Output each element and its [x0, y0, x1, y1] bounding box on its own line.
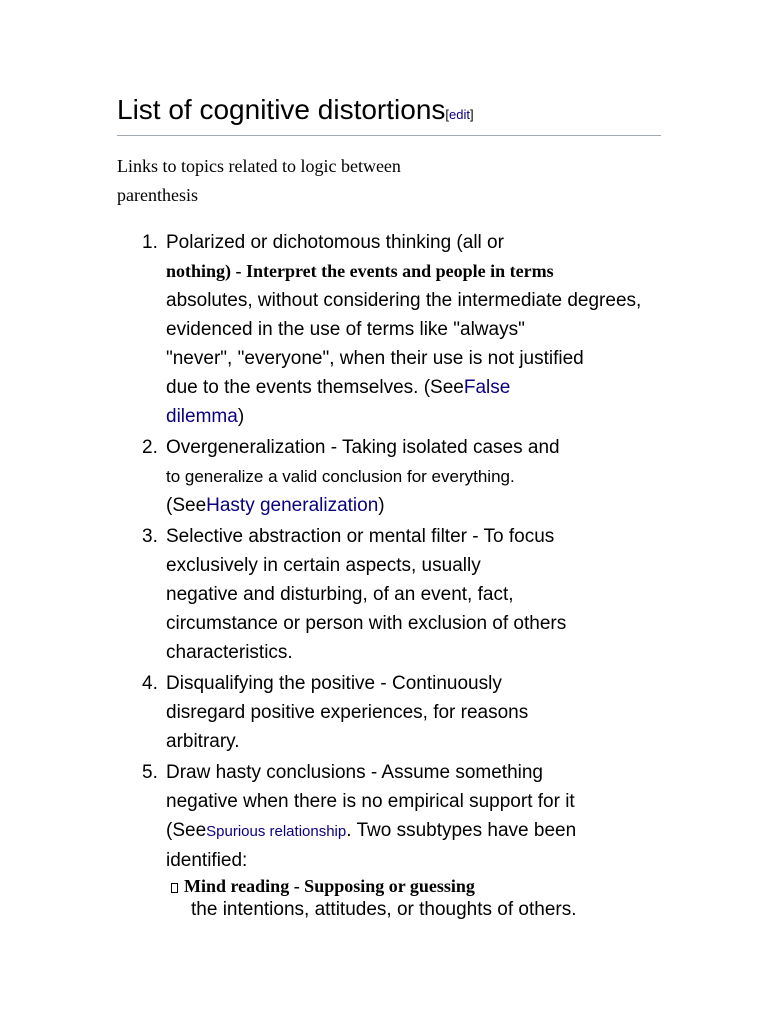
- list-item-1: [117, 228, 677, 431]
- list-number: 5.: [142, 762, 158, 783]
- section-heading: [117, 92, 661, 136]
- list-number: 1.: [142, 232, 158, 253]
- item-line: arbitrary.: [166, 731, 240, 752]
- item-text: ): [237, 406, 245, 427]
- spurious-relationship-link[interactable]: Spurious relationship: [206, 823, 347, 840]
- item-line: nothing) - Interpret the events and people in terms: [166, 261, 554, 281]
- list-number: 4.: [142, 673, 158, 694]
- item-line: exclusively in certain aspects, usually: [166, 555, 481, 576]
- item-line: characteristics.: [166, 642, 293, 663]
- item-line: "never", "everyone", when their use is not justified: [166, 348, 584, 369]
- item-line: circumstance or person with exclusion of others: [166, 613, 567, 634]
- item-line: identified:: [166, 850, 248, 871]
- list-item-2: [117, 433, 677, 520]
- distortions-list: [117, 228, 677, 921]
- item-line: [166, 491, 677, 520]
- list-item-5: [117, 758, 677, 921]
- item-line: disregard positive experiences, for reasons: [166, 702, 529, 723]
- intro-line: parenthesis: [117, 185, 198, 205]
- item-line: Polarized or dichotomous thinking (all or: [166, 232, 504, 253]
- edit-bracket-close: ]: [469, 107, 474, 122]
- item-line: [166, 816, 677, 846]
- false-dilemma-link-cont[interactable]: dilemma: [166, 406, 238, 427]
- list-number: 3.: [142, 526, 158, 547]
- intro-line: Links to topics related to logic between: [117, 156, 401, 176]
- heading-title: List of cognitive distortions: [117, 94, 446, 125]
- item-text: . Two ssubtypes have been: [346, 820, 577, 841]
- sub-item-mind-reading: [171, 875, 677, 898]
- list-number: 2.: [142, 437, 158, 458]
- item-line: evidenced in the use of terms like "always": [166, 319, 525, 340]
- item-line: Draw hasty conclusions - Assume something: [166, 762, 543, 783]
- item-line: [166, 373, 677, 402]
- article-section: [117, 92, 677, 923]
- item-line: negative when there is no empirical support for it: [166, 791, 575, 812]
- sub-item-text: Mind reading - Supposing or guessing: [184, 876, 475, 896]
- sub-item-line: the intentions, attitudes, or thoughts of others.: [191, 899, 577, 920]
- list-item-4: [117, 669, 677, 756]
- item-line: negative and disturbing, of an event, fact,: [166, 584, 514, 605]
- edit-section: [445, 107, 473, 122]
- item-text: due to the events themselves. (See: [166, 377, 464, 398]
- item-line: Overgeneralization - Taking isolated cases and: [166, 437, 560, 458]
- edit-bracket-open: [: [445, 107, 450, 122]
- item-line: Disqualifying the positive - Continuously: [166, 673, 502, 694]
- square-bullet-icon: [171, 883, 178, 893]
- hasty-generalization-link[interactable]: Hasty generalization: [206, 495, 379, 516]
- false-dilemma-link[interactable]: False: [463, 377, 511, 398]
- item-text: ): [378, 495, 385, 516]
- item-line: absolutes, without considering the intermediate degrees,: [166, 290, 642, 311]
- list-item-3: [117, 522, 677, 667]
- item-line: [166, 402, 677, 431]
- item-text: (See: [166, 495, 207, 516]
- item-line: to generalize a valid conclusion for everything.: [166, 467, 515, 486]
- edit-link[interactable]: edit: [449, 107, 470, 122]
- item-line: Selective abstraction or mental filter - To focus: [166, 526, 555, 547]
- item-text: (See: [166, 820, 207, 841]
- intro-paragraph: [117, 152, 447, 210]
